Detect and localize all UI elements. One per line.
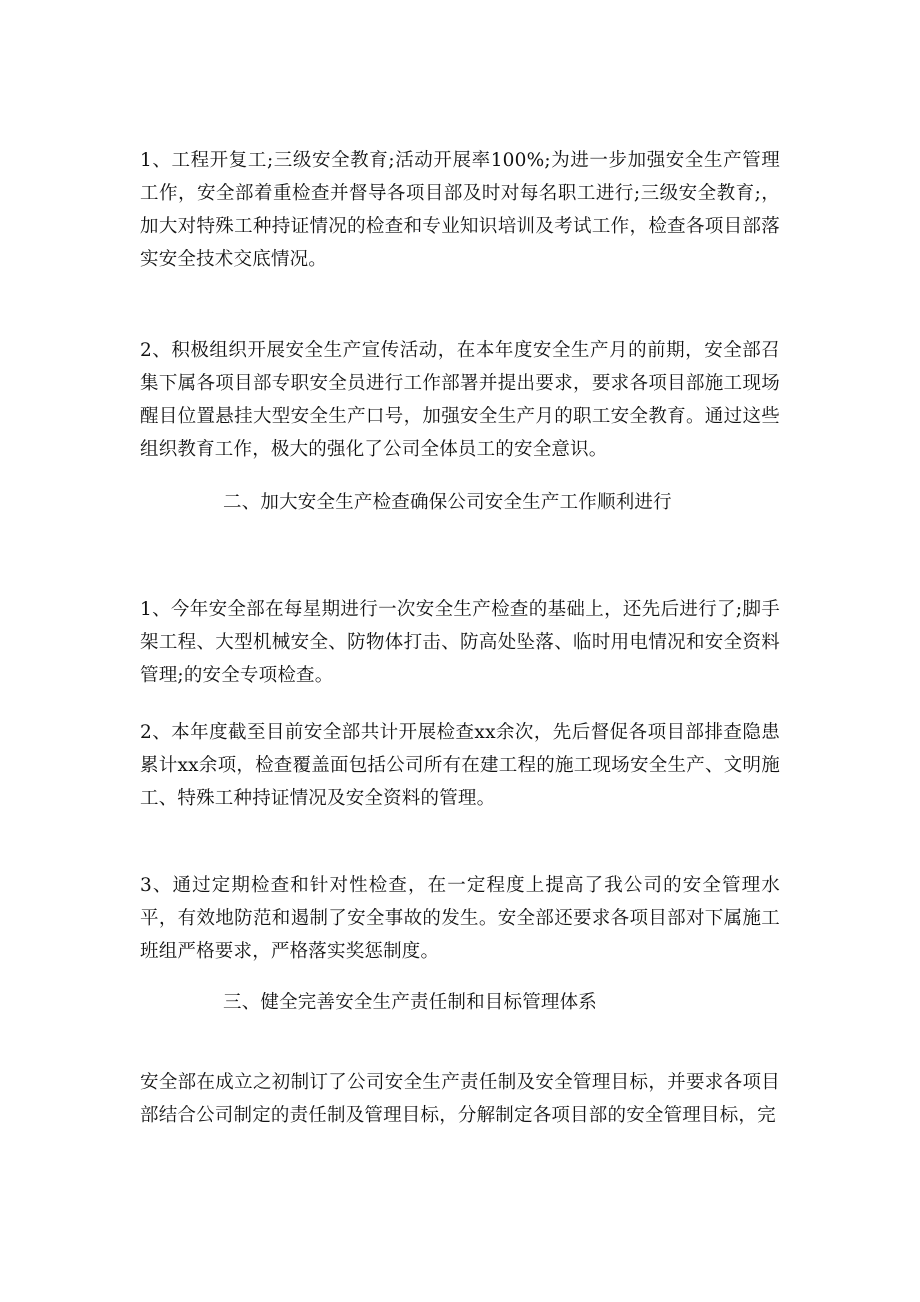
paragraph-2: 2、积极组织开展安全生产宣传活动，在本年度安全生产月的前期，安全部召集下属各项目部专职安全员进行工作部署并提出要求，要求各项目部施工现场醒目位置悬挂大型安全生产口号，加强安全生产月的职工安全教育。通过这些组织教育工作，极大的强化了公司全体员工的安全意识。 xyxy=(140,340,780,460)
paragraph-6: 安全部在成立之初制订了公司安全生产责任制及安全管理目标，并要求各项目部结合公司制定的责任制及管理目标，分解制定各项目部的安全管理目标，完 xyxy=(140,1072,780,1126)
paragraph-1: 1、工程开复工;三级安全教育;活动开展率100%;为进一步加强安全生产管理工作，安全部着重检查并督导各项目部及时对每名职工进行;三级安全教育;，加大对特殊工种持证情况的检查和专业知识培训及考试工作，检查各项目部落实安全技术交底情况。 xyxy=(140,150,780,270)
section-heading-3: 三、健全完善安全生产责任制和目标管理体系 xyxy=(223,992,598,1013)
section-heading-2: 二、加大安全生产检查确保公司安全生产工作顺利进行 xyxy=(223,492,672,513)
paragraph-4: 2、本年度截至目前安全部共计开展检查xx余次，先后督促各项目部排查隐患累计xx余项，检查覆盖面包括公司所有在建工程的施工现场安全生产、文明施工、特殊工种持证情况及安全资料的管理。 xyxy=(140,722,780,809)
paragraph-5: 3、通过定期检查和针对性检查，在一定程度上提高了我公司的安全管理水平，有效地防范和遏制了安全事故的发生。安全部还要求各项目部对下属施工班组严格要求，严格落实奖惩制度。 xyxy=(140,875,780,962)
paragraph-3: 1、今年安全部在每星期进行一次安全生产检查的基础上，还先后进行了;脚手架工程、大型机械安全、防物体打击、防高处坠落、临时用电情况和安全资料管理;的安全专项检查。 xyxy=(140,599,780,686)
